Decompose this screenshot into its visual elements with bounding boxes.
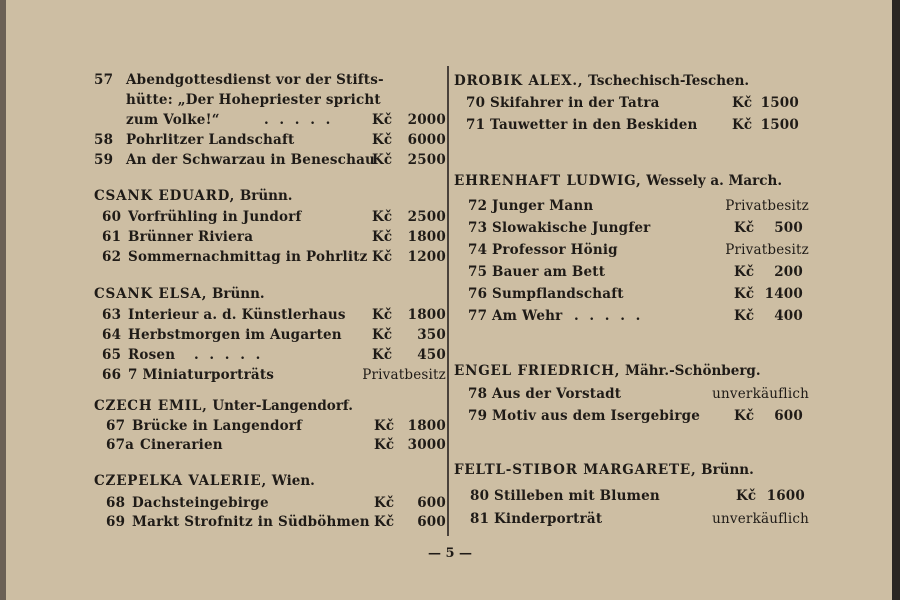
item-currency: Kč — [372, 347, 393, 363]
artist-name: EHRENHAFT LUDWIG, — [454, 173, 642, 189]
item-currency: Kč — [372, 229, 393, 245]
list-item — [454, 284, 809, 304]
item-price: 2000 — [407, 112, 446, 128]
list-item — [94, 130, 446, 150]
list-item — [94, 305, 446, 325]
item-price: 1500 — [760, 117, 799, 133]
item-status: Privatbesitz — [725, 198, 809, 214]
item-title: Bauer am Bett — [492, 264, 606, 280]
list-item — [454, 218, 809, 238]
artist-name: CSANK EDUARD, — [94, 188, 236, 204]
item-currency: Kč — [372, 209, 393, 225]
artist-name: DROBIK ALEX., — [454, 73, 584, 89]
item-title: Abendgottesdienst vor der Stifts- — [126, 72, 384, 88]
item-currency: Kč — [372, 249, 393, 265]
item-currency: Kč — [374, 514, 395, 530]
item-price: 1800 — [407, 418, 446, 434]
list-item — [454, 262, 809, 282]
item-number: 79 — [468, 408, 488, 424]
artist-heading — [454, 71, 809, 91]
list-item — [94, 365, 446, 385]
item-number: 72 — [468, 198, 488, 214]
artist-place: Brünn. — [701, 462, 754, 478]
list-item — [454, 406, 809, 426]
item-currency: Kč — [374, 495, 395, 511]
item-currency: Kč — [374, 437, 395, 453]
item-title: Tauwetter in den Beskiden — [490, 117, 698, 133]
artist-name: CSANK ELSA, — [94, 286, 208, 302]
item-title: Cinerarien — [140, 437, 223, 453]
item-title: Am Wehr — [492, 308, 563, 324]
item-title: Sumpflandschaft — [492, 286, 624, 302]
item-currency: Kč — [372, 152, 393, 168]
item-currency: Kč — [734, 408, 755, 424]
item-title: Skifahrer in der Tatra — [490, 95, 660, 111]
item-price: 2500 — [407, 209, 446, 225]
list-item — [94, 247, 446, 267]
list-item — [454, 306, 809, 326]
item-title: hütte: „Der Hohepriester spricht — [126, 92, 381, 108]
item-status: unverkäuflich — [712, 511, 809, 527]
item-number: 71 — [466, 117, 486, 133]
item-title: Kinderporträt — [494, 511, 603, 527]
item-price: 2500 — [407, 152, 446, 168]
item-currency: Kč — [732, 95, 753, 111]
item-currency: Kč — [374, 418, 395, 434]
artist-place: Brünn. — [239, 188, 293, 204]
item-status: unverkäuflich — [712, 386, 809, 402]
artist-name: FELTL-STIBOR MARGARETE, — [454, 462, 697, 478]
item-currency: Kč — [736, 488, 757, 504]
list-item — [94, 70, 446, 90]
item-title: Interieur a. d. Künstlerhaus — [128, 307, 346, 323]
item-currency: Kč — [734, 308, 755, 324]
item-number: 81 — [470, 511, 490, 527]
item-number: 66 — [102, 367, 122, 383]
item-number: 63 — [102, 307, 122, 323]
artist-heading — [454, 361, 809, 381]
artist-place: Wessely a. March. — [646, 173, 783, 189]
item-price: 600 — [774, 408, 803, 424]
item-number: 78 — [468, 386, 488, 402]
leader-dots: . . . . . — [574, 308, 644, 324]
item-number: 58 — [94, 132, 114, 148]
item-price: 400 — [774, 308, 803, 324]
item-status: Privatbesitz — [725, 242, 809, 258]
item-title: Slowakische Jungfer — [492, 220, 651, 236]
item-price: 6000 — [407, 132, 446, 148]
list-item — [94, 150, 446, 170]
item-currency: Kč — [372, 327, 393, 343]
page-number: — 5 — — [427, 546, 473, 561]
item-number: 73 — [468, 220, 488, 236]
item-price: 1400 — [764, 286, 803, 302]
list-item — [454, 93, 809, 113]
list-item — [454, 384, 809, 404]
item-title: An der Schwarzau in Beneschau — [126, 152, 376, 168]
item-price: 600 — [417, 514, 446, 530]
item-number: 62 — [102, 249, 122, 265]
item-title: Brücke in Langendorf — [132, 418, 303, 434]
artist-place: Tschechisch-Teschen. — [588, 73, 750, 89]
item-currency: Kč — [372, 112, 393, 128]
catalog-page — [6, 0, 892, 600]
item-title: Pohrlitzer Landschaft — [126, 132, 295, 148]
item-title: Vorfrühling in Jundorf — [128, 209, 302, 225]
artist-heading — [94, 471, 446, 491]
artist-place: Brünn. — [211, 286, 265, 302]
item-price: 1500 — [760, 95, 799, 111]
list-item — [94, 345, 446, 365]
item-price: 450 — [417, 347, 446, 363]
item-price: 600 — [417, 495, 446, 511]
item-title: Sommernachmittag in Pohrlitz — [128, 249, 368, 265]
list-item-continued — [94, 110, 446, 130]
item-title: Markt Strofnitz in Südböhmen — [132, 514, 370, 530]
item-number: 69 — [106, 514, 126, 530]
list-item — [94, 416, 446, 436]
item-title: Professor Hönig — [492, 242, 618, 258]
item-number: 76 — [468, 286, 488, 302]
artist-place: Mähr.-Schönberg. — [625, 363, 761, 379]
artist-name: ENGEL FRIEDRICH, — [454, 363, 621, 379]
item-currency: Kč — [734, 286, 755, 302]
leader-dots: . . . . . — [264, 112, 334, 128]
artist-place: Wien. — [271, 473, 315, 489]
artist-heading — [454, 460, 809, 480]
item-currency: Kč — [734, 220, 755, 236]
column-divider — [447, 66, 449, 536]
item-number: 59 — [94, 152, 114, 168]
item-price: 1200 — [407, 249, 446, 265]
item-title: Aus der Vorstadt — [492, 386, 622, 402]
item-currency: Kč — [372, 307, 393, 323]
list-item — [454, 509, 809, 529]
item-title: 7 Miniaturporträts — [128, 367, 275, 383]
item-price: 1800 — [407, 229, 446, 245]
item-number: 74 — [468, 242, 488, 258]
item-price: 200 — [774, 264, 803, 280]
item-price: 1600 — [766, 488, 805, 504]
item-price: 500 — [774, 220, 803, 236]
item-number: 67 — [106, 418, 126, 434]
list-item — [94, 512, 446, 532]
list-item — [454, 115, 809, 135]
list-item — [454, 486, 809, 506]
item-title: Herbstmorgen im Augarten — [128, 327, 342, 343]
list-item — [454, 240, 809, 260]
item-number: 67a — [106, 437, 135, 453]
item-title: zum Volke!“ — [126, 112, 220, 128]
artist-heading — [94, 186, 446, 206]
item-title: Junger Mann — [492, 198, 594, 214]
item-price: 350 — [417, 327, 446, 343]
list-item — [454, 196, 809, 216]
item-status: Privatbesitz — [362, 367, 446, 383]
item-number: 57 — [94, 72, 114, 88]
item-number: 70 — [466, 95, 486, 111]
item-number: 75 — [468, 264, 488, 280]
item-price: 1800 — [407, 307, 446, 323]
artist-heading — [454, 171, 809, 191]
list-item — [94, 227, 446, 247]
item-currency: Kč — [732, 117, 753, 133]
list-item — [94, 493, 446, 513]
item-number: 80 — [470, 488, 490, 504]
item-price: 3000 — [407, 437, 446, 453]
item-currency: Kč — [372, 132, 393, 148]
item-number: 77 — [468, 308, 488, 324]
item-number: 64 — [102, 327, 122, 343]
item-title: Dachsteingebirge — [132, 495, 269, 511]
artist-place: Unter-Langendorf. — [212, 398, 353, 414]
item-title: Stilleben mit Blumen — [494, 488, 660, 504]
item-title: Motiv aus dem Isergebirge — [492, 408, 701, 424]
item-number: 65 — [102, 347, 122, 363]
item-number: 60 — [102, 209, 122, 225]
list-item-continued — [94, 90, 446, 110]
item-title: Rosen — [128, 347, 176, 363]
item-title: Brünner Riviera — [128, 229, 254, 245]
list-item — [94, 207, 446, 227]
list-item — [94, 435, 446, 455]
item-currency: Kč — [734, 264, 755, 280]
item-number: 68 — [106, 495, 126, 511]
artist-heading — [94, 396, 446, 416]
artist-name: CZEPELKA VALERIE, — [94, 473, 267, 489]
artist-heading — [94, 284, 446, 304]
item-number: 61 — [102, 229, 122, 245]
list-item — [94, 325, 446, 345]
leader-dots: . . . . . — [194, 347, 264, 363]
artist-name: CZECH EMIL, — [94, 398, 208, 414]
